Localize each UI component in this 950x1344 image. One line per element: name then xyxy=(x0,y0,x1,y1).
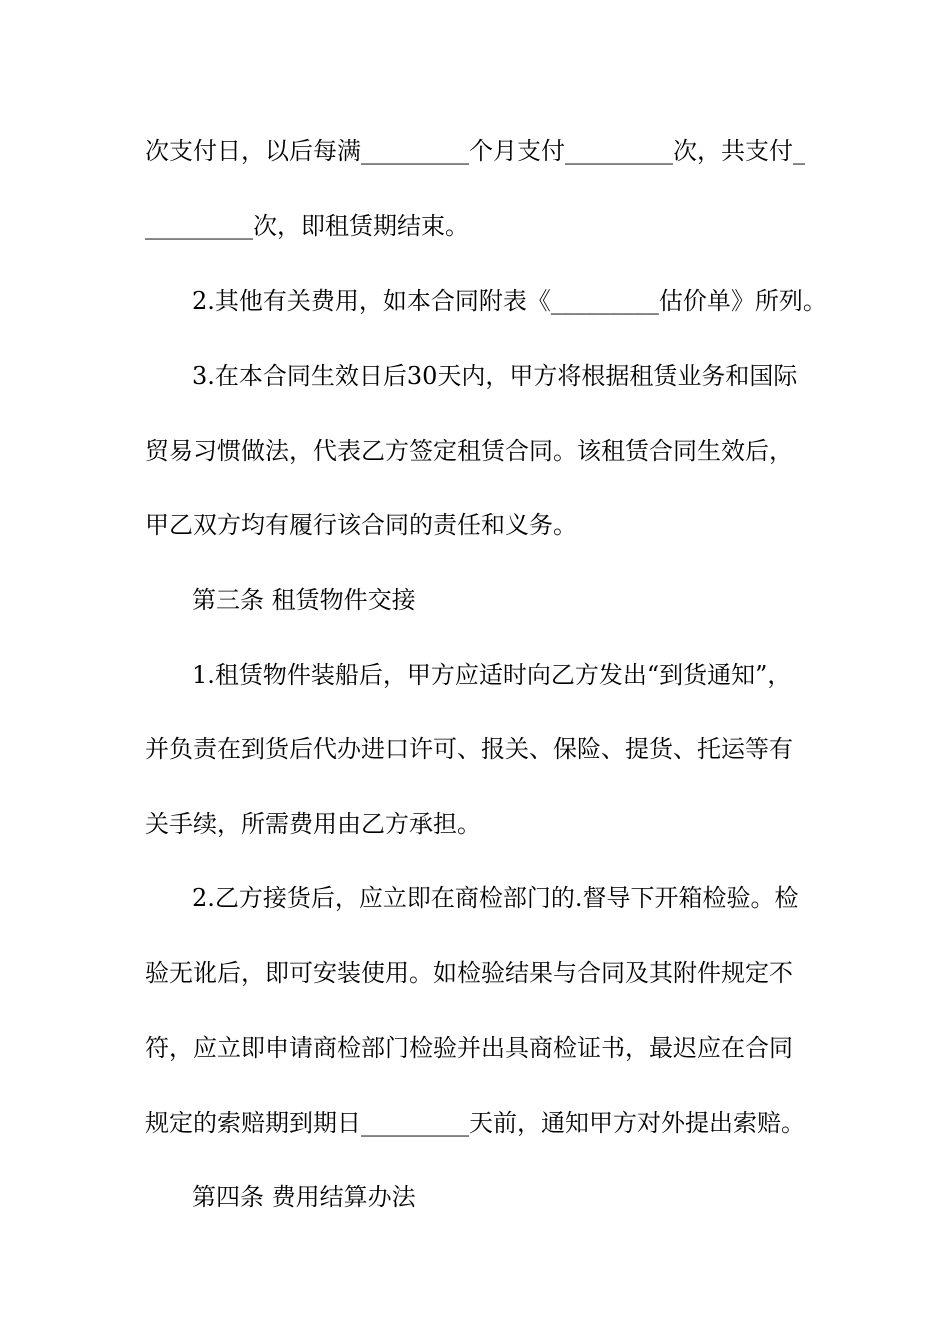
paragraph-line: 1.租赁物件装船后，甲方应适时向乙方发出“到货通知”， xyxy=(192,661,792,689)
section-heading: 第三条 租赁物件交接 xyxy=(192,586,416,614)
paragraph-line: 贸易习惯做法，代表乙方签定租赁合同。该租赁合同生效后， xyxy=(145,437,793,465)
paragraph-line: 符，应立即申请商检部门检验并出具商检证书，最迟应在合同 xyxy=(145,1034,793,1062)
paragraph-line: 2.乙方接货后，应立即在商检部门的.督导下开箱检验。检 xyxy=(192,884,799,912)
paragraph-line: 甲乙双方均有履行该合同的责任和义务。 xyxy=(145,511,577,539)
paragraph-line: 关手续，所需费用由乙方承担。 xyxy=(145,810,481,838)
paragraph-line: 3.在本合同生效日后30天内，甲方将根据租赁业务和国际 xyxy=(192,362,798,390)
paragraph-line: _________次，即租赁期结束。 xyxy=(145,212,469,240)
paragraph-line: 验无讹后，即可安装使用。如检验结果与合同及其附件规定不 xyxy=(145,959,793,987)
paragraph-line: 次支付日，以后每满_________个月支付_________次，共支付_ xyxy=(145,137,805,165)
paragraph-line: 并负责在到货后代办进口许可、报关、保险、提货、托运等有 xyxy=(145,735,793,763)
paragraph-line: 规定的索赔期到期日_________天前，通知甲方对外提出索赔。 xyxy=(145,1109,805,1137)
paragraph-line: 2.其他有关费用，如本合同附表《_________估价单》所列。 xyxy=(192,287,827,315)
section-heading: 第四条 费用结算办法 xyxy=(192,1183,416,1211)
